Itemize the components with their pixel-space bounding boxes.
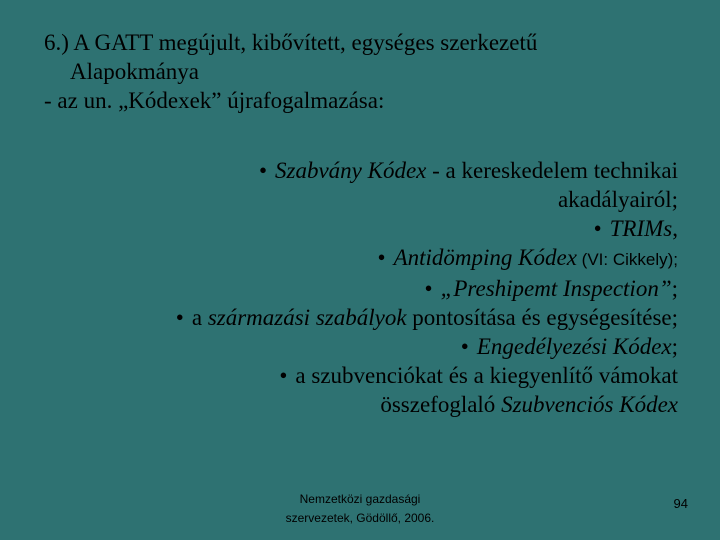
bullet-dot-icon: • — [460, 334, 469, 359]
bullet-continuation: akadályairól; — [557, 187, 678, 212]
bullet-text: összefoglaló — [380, 392, 502, 417]
bullet-item — [18, 214, 678, 243]
bullet-item — [18, 243, 678, 274]
bullet-item — [18, 332, 678, 361]
footer-line-1: Nemzetközi gazdasági — [299, 492, 421, 506]
bullet-dot-icon: • — [424, 276, 433, 301]
bullet-italic-text: Szubvenciós Kódex — [501, 392, 678, 417]
bullet-text: ; — [671, 334, 678, 359]
bullet-text: , — [672, 216, 678, 241]
bullet-dot-icon: • — [279, 363, 288, 388]
heading-line-1: 6.) A GATT megújult, kibővített, egységes szerkezetű — [44, 30, 538, 55]
bullet-italic-text: Engedélyezési Kódex — [476, 334, 672, 359]
bullet-dot-icon: • — [258, 158, 267, 183]
bullet-item — [18, 361, 678, 390]
heading-line-2: Alapokmánya — [70, 59, 200, 84]
bullet-italic-text: TRIMs — [609, 216, 673, 241]
page-number: 94 — [673, 496, 688, 511]
bullet-text: a — [191, 305, 208, 330]
bullet-italic-text: Antidömping Kódex — [393, 245, 577, 270]
slide-heading — [44, 28, 694, 115]
bullet-continuation — [18, 390, 678, 419]
bullet-dot-icon: • — [593, 216, 602, 241]
bullet-text: a szubvenciókat és a kiegyenlítő vámokat — [295, 363, 678, 388]
bullet-item — [18, 303, 678, 332]
bullet-italic-text: „Preshipemt Inspection” — [440, 276, 672, 301]
bullet-list — [18, 156, 678, 419]
bullet-dot-icon: • — [175, 305, 184, 330]
bullet-text: pontosítása és egységesítése; — [406, 305, 678, 330]
bullet-text: (VI: Cikkely); — [576, 250, 678, 269]
bullet-italic-text: Szabvány Kódex — [275, 158, 427, 183]
heading-line-3: - az un. „Kódexek” újrafogalmazása: — [44, 88, 385, 113]
bullet-item — [18, 274, 678, 303]
slide-footer — [250, 490, 470, 528]
bullet-item — [18, 156, 678, 185]
bullet-text: - a kereskedelem technikai — [426, 158, 678, 183]
bullet-text: ; — [671, 276, 678, 301]
bullet-dot-icon: • — [377, 245, 386, 270]
footer-line-2: szervezetek, Gödöllő, 2006. — [285, 511, 435, 525]
bullet-italic-text: származási szabályok — [207, 305, 407, 330]
